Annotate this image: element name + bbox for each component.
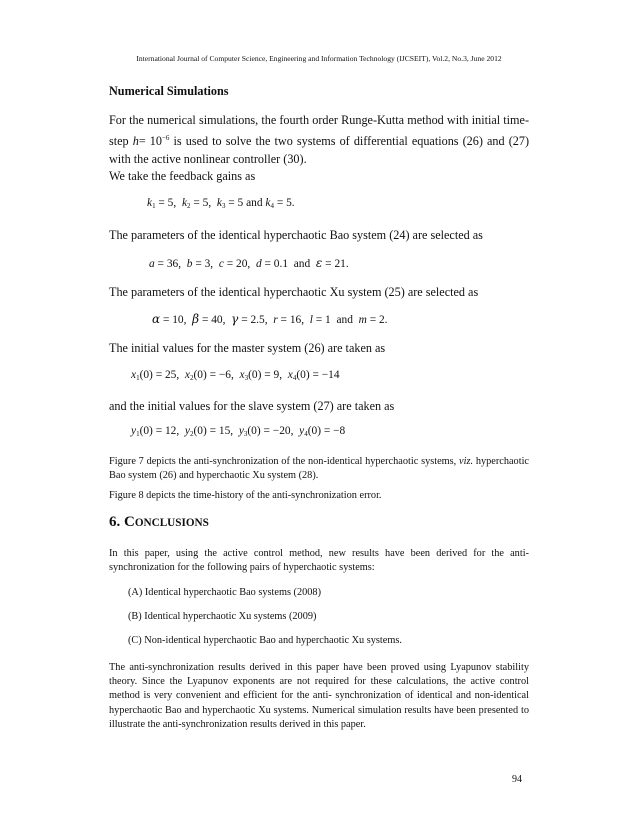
page-number: 94 [512, 774, 522, 785]
xu-params-equation [152, 312, 388, 326]
simulation-paragraph [109, 112, 529, 168]
bao-and: and [288, 258, 316, 270]
k2-value: = 5, [190, 197, 212, 209]
a-value: = 36, [154, 258, 182, 270]
bao-params-equation [149, 256, 349, 270]
k4-sub: 4 [270, 202, 274, 210]
y1-symbol: y [131, 425, 137, 437]
master-intro: The initial values for the master system (26) are taken as [109, 341, 386, 355]
k1-value: = 5, [155, 197, 177, 209]
xu-intro: The parameters of the identical hyperchaotic Xu system (25) are selected as [109, 285, 479, 299]
figure7-text-before: Figure 7 depicts the anti-synchronization of the non-identical hyperchaotic systems, [109, 456, 460, 467]
xu-and: and [330, 314, 359, 326]
x1-sub: 1 [136, 374, 140, 382]
y1-sub: 1 [136, 430, 140, 438]
y4-symbol: y [299, 425, 305, 437]
x3-value: (0) = 9, [248, 369, 283, 381]
k3-symbol: k [216, 197, 222, 209]
conclusions-paragraph-1: In this paper, using the active control method, new results have been derived for the anti-synchronization for the following pairs of hyperchaotic systems: [109, 548, 529, 574]
subsection-title: Numerical Simulations [109, 84, 229, 98]
beta-symbol: β [192, 312, 200, 326]
gains-and: and [243, 197, 266, 209]
list-item: (A) Identical hyperchaotic Bao systems (2008) [128, 587, 322, 598]
running-header: International Journal of Computer Science, Engineering and Information Technology (IJCSEIT), Vol.2, No.3, June 2012 [136, 54, 502, 63]
c-value: = 20, [223, 258, 251, 270]
conclusions-paragraph-2: The anti-synchronization results derived in this paper have been proved using Lyapunov stability theory. Since the Lyapunov exponents are not required for these calculations, the active control method is very convenient and efficient for the anti- synchronization of identical and non-identical hyperchaotic Bao and hyperchaotic Xu systems. Numerical simulation results have been presented to illustrate the anti-synchronization results derived in this paper. [109, 662, 529, 730]
h-exponent: −6 [161, 133, 170, 142]
h-equals: = 10 [138, 133, 162, 148]
x1-symbol: x [131, 369, 137, 381]
gamma-symbol: γ [231, 312, 239, 326]
x2-value: (0) = −6, [193, 369, 234, 381]
y4-sub: 4 [304, 430, 308, 438]
k3-value: = 5 [225, 197, 244, 209]
figure7-paragraph [109, 455, 529, 483]
r-value: = 16, [277, 314, 305, 326]
figure8-paragraph: Figure 8 depicts the time-history of the anti-synchronization error. [109, 490, 382, 501]
slave-intro: and the initial values for the slave system (27) are taken as [109, 399, 395, 413]
beta-value: = 40, [199, 314, 226, 326]
x4-symbol: x [287, 369, 293, 381]
y2-value: (0) = 15, [193, 425, 234, 437]
conclusions-heading [109, 514, 209, 531]
m-value: = 2. [366, 314, 388, 326]
gamma-value: = 2.5, [238, 314, 268, 326]
a-symbol: a [149, 258, 155, 270]
k1-sub: 1 [152, 202, 156, 210]
gains-equation [147, 197, 295, 210]
section-title-rest: ONCLUSIONS [134, 517, 209, 529]
y2-sub: 2 [189, 430, 194, 438]
x4-sub: 4 [292, 374, 297, 382]
simulation-text-after: is used to solve the two systems of differential equations (26) and (27) with the active nonlinear controller (30). [109, 133, 529, 166]
epsilon-value: = 21. [322, 258, 349, 270]
b-symbol: b [186, 258, 193, 270]
k4-value: = 5. [273, 197, 295, 209]
k4-symbol: k [265, 197, 271, 209]
alpha-symbol: α [152, 312, 161, 326]
x2-sub: 2 [189, 374, 194, 382]
x3-sub: 3 [244, 374, 249, 382]
list-item: (B) Identical hyperchaotic Xu systems (2009) [128, 611, 317, 622]
d-value: = 0.1 [261, 258, 289, 270]
x4-value: (0) = −14 [296, 369, 340, 381]
simulation-text-before: For the numerical simulations, the fourth order Runge-Kutta method with initial time-step [109, 113, 529, 148]
m-symbol: m [358, 314, 367, 326]
x2-symbol: x [184, 369, 190, 381]
y3-value: (0) = −20, [247, 425, 294, 437]
epsilon-symbol: ε [315, 256, 323, 270]
d-symbol: d [255, 258, 262, 270]
y1-value: (0) = 12, [139, 425, 180, 437]
bao-intro: The parameters of the identical hyperchaotic Bao system (24) are selected as [109, 228, 483, 242]
c-symbol: c [218, 258, 224, 270]
section-number: 6. [109, 514, 121, 530]
figure7-viz: viz. [459, 456, 474, 467]
x1-value: (0) = 25, [139, 369, 180, 381]
h-symbol: h [132, 133, 139, 148]
x3-symbol: x [239, 369, 245, 381]
y3-symbol: y [238, 425, 244, 437]
k3-sub: 3 [221, 202, 226, 210]
b-value: = 3, [192, 258, 214, 270]
r-symbol: r [273, 314, 278, 326]
k1-symbol: k [147, 197, 153, 209]
list-item: (C) Non-identical hyperchaotic Bao and hyperchaotic Xu systems. [128, 635, 402, 646]
y2-symbol: y [184, 425, 190, 437]
figure7-text-after: hyperchaotic Bao system (26) and hyperchaotic Xu system (28). [109, 456, 529, 482]
l-value: = 1 [312, 314, 331, 326]
y4-value: (0) = −8 [307, 425, 346, 437]
alpha-value: = 10, [160, 314, 187, 326]
section-first-letter: C [124, 514, 135, 530]
k2-symbol: k [181, 197, 187, 209]
master-values-equation [131, 369, 340, 382]
y3-sub: 3 [243, 430, 248, 438]
gains-intro: We take the feedback gains as [109, 169, 256, 183]
l-symbol: l [309, 314, 313, 326]
k2-sub: 2 [187, 202, 191, 210]
slave-values-equation [131, 425, 345, 438]
